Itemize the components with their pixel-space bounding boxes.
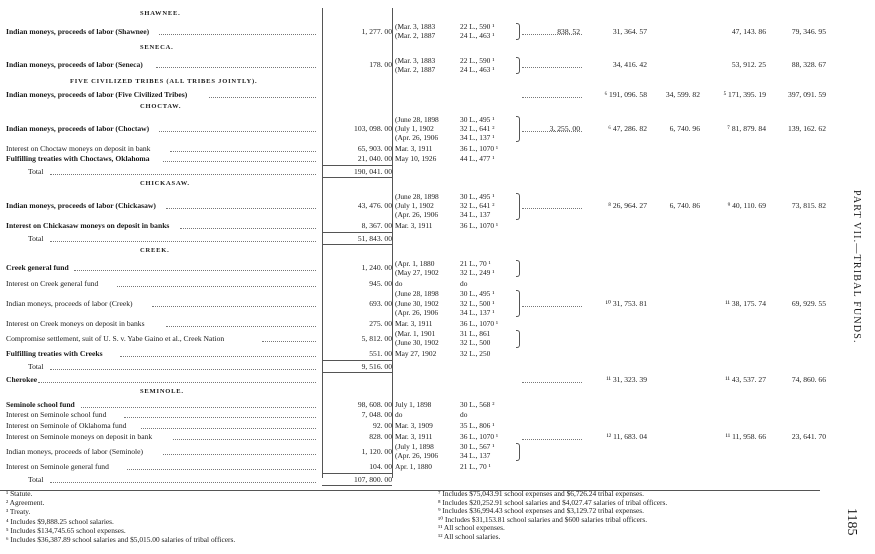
row-description: Indian moneys, proceeds of labor (Chickasaw) — [6, 201, 156, 211]
rule — [322, 473, 392, 474]
act-date: (June 30, 1902 — [395, 298, 439, 308]
act-date: (Mar. 2, 1887 — [395, 65, 436, 75]
appropriation-amount: 104. 00 — [369, 462, 392, 472]
statute-citation: 24 L., 463 ¹ — [460, 31, 495, 41]
brace — [516, 23, 520, 40]
row-description: Interest on Choctaw moneys on deposit in bank — [6, 143, 151, 153]
value-c7: 6, 740. 86 — [669, 201, 700, 211]
value-c9: 74, 860. 66 — [791, 374, 826, 384]
statute-citation: 34 L., 137 — [460, 210, 491, 220]
appropriation-amount: 7, 048. 00 — [361, 410, 392, 420]
leader-dots — [124, 417, 316, 418]
act-date: (Apr. 26, 1906 — [395, 451, 439, 461]
value-c8: 53, 912. 25 — [731, 60, 766, 70]
act-date: (June 28, 1898 — [395, 289, 439, 299]
leader-dots — [522, 34, 582, 35]
table-row — [0, 289, 826, 317]
statute-citation: 30 L., 495 ¹ — [460, 192, 495, 201]
act-date: (Apr. 26, 1906 — [395, 132, 439, 142]
row-description: Indian moneys, proceeds of labor (Choctaw) — [6, 123, 150, 133]
leader-dots — [159, 131, 316, 132]
appropriation-amount: 275. 00 — [369, 318, 392, 328]
rule — [322, 232, 392, 233]
statute-citation: 35 L., 806 ¹ — [460, 420, 495, 430]
footnote: ⁶ Includes $36,387.89 school salaries and $5,015.00 salaries of tribal officers. — [6, 535, 236, 544]
section-heading: SENECA. — [140, 43, 174, 51]
row-description: Interest on Creek moneys on deposit in banks — [6, 318, 145, 328]
leader-dots — [180, 228, 316, 229]
statute-citation: 24 L., 463 ¹ — [460, 65, 495, 75]
value-c9: 73, 815. 82 — [791, 201, 826, 211]
total-amount: 9, 516. 00 — [361, 361, 392, 371]
value-c9: 88, 328. 67 — [791, 60, 826, 70]
leader-dots — [50, 241, 316, 242]
value-c6: ⁶ 47, 286. 82 — [608, 123, 647, 133]
total-amount: 51, 843. 00 — [357, 233, 392, 243]
row-description: Cherokee — [6, 374, 38, 384]
leader-dots — [152, 306, 316, 307]
section-heading: CHOCTAW. — [140, 102, 182, 110]
appropriation-amount: 21, 040. 00 — [357, 154, 392, 164]
statute-citation: 36 L., 1070 ¹ — [460, 318, 499, 328]
leader-dots — [74, 270, 316, 271]
table-row — [0, 421, 820, 430]
row-description: Interest on Seminole general fund — [6, 462, 109, 472]
table-row — [0, 114, 826, 143]
act-date: (Apr. 1, 1880 — [395, 258, 435, 268]
statute-citation: 32 L., 249 ¹ — [460, 267, 495, 277]
brace — [516, 57, 520, 74]
value-c6: 34, 416. 42 — [612, 60, 647, 70]
act-date: (July 1, 1898 — [395, 442, 434, 452]
act-date: (Mar. 2, 1887 — [395, 31, 436, 41]
statute-citation: 32 L., 500 ¹ — [460, 298, 495, 308]
act-date: July 1, 1898 — [395, 399, 432, 409]
brace — [516, 116, 520, 143]
appropriation-amount: 828. 00 — [369, 431, 392, 441]
act-date: (Apr. 26, 1906 — [395, 307, 439, 317]
appropriation-amount: 693. 00 — [369, 298, 392, 308]
act-date: (May 27, 1902 — [395, 267, 439, 277]
statute-citation: 32 L., 641 ² — [460, 201, 495, 211]
value-c6: ¹¹ 31, 323. 39 — [606, 374, 647, 384]
appropriation-amount: 65, 903. 00 — [357, 143, 392, 153]
statute-citation: 21 L., 70 ¹ — [460, 258, 491, 268]
row-description: Interest on Creek general fund — [6, 278, 99, 288]
brace — [516, 330, 520, 347]
total-amount: 190, 041. 00 — [354, 167, 392, 176]
rule — [322, 177, 392, 178]
statute-citation: 22 L., 590 ¹ — [460, 55, 495, 65]
leader-dots — [522, 67, 582, 68]
leader-dots — [81, 407, 316, 408]
appropriation-amount: 98, 608. 00 — [357, 399, 392, 409]
rule — [322, 372, 392, 373]
act-date: May 27, 1902 — [395, 349, 437, 359]
appropriation-amount: 551. 00 — [369, 349, 392, 359]
footnote: ⁴ Includes $9,888.25 school salaries. — [6, 516, 114, 526]
leader-dots — [166, 208, 316, 209]
total-label: Total — [28, 167, 44, 176]
statute-citation: 30 L., 567 ¹ — [460, 442, 495, 452]
row-description: Indian moneys, proceeds of labor (Creek) — [6, 298, 133, 308]
table-row — [0, 329, 820, 347]
table-row — [0, 259, 820, 277]
value-c5: 3, 255. 00 — [549, 123, 580, 133]
value-c6: ¹⁰ 31, 753. 81 — [605, 298, 647, 308]
rule — [322, 165, 392, 166]
page-number: 1185 — [844, 508, 859, 536]
table-row — [0, 192, 826, 220]
value-c9: 79, 346. 95 — [791, 26, 826, 36]
section-heading: CREEK. — [140, 246, 170, 254]
table-row — [0, 221, 820, 230]
act-date: do — [395, 410, 403, 420]
brace — [516, 290, 520, 317]
footnote: ⁹ Includes $36,994.43 school expenses and $3,129.72 tribal expenses. — [438, 506, 644, 516]
table-row — [0, 319, 820, 328]
leader-dots — [522, 97, 582, 98]
appropriation-amount: 103, 098. 00 — [354, 123, 392, 133]
value-c8: 47, 143. 86 — [731, 26, 766, 36]
leader-dots — [156, 67, 316, 68]
table-row — [0, 431, 826, 441]
appropriation-amount: 5, 812. 00 — [361, 333, 392, 343]
statute-citation: 32 L., 500 — [460, 338, 491, 348]
value-c8: ¹¹ 11, 958. 66 — [725, 431, 766, 441]
row-description: Seminole school fund — [6, 399, 75, 409]
rule — [322, 485, 392, 486]
part-title: PART VII.—TRIBAL FUNDS. — [851, 190, 862, 344]
appropriation-amount: 945. 00 — [369, 278, 392, 288]
value-c8: ¹¹ 38, 175. 74 — [725, 298, 766, 308]
table-row — [0, 400, 820, 409]
total-label: Total — [28, 474, 44, 484]
footnote: ⁸ Includes $20,252.91 school salaries and $4,027.47 salaries of tribal officers. — [438, 497, 668, 507]
row-description: Interest on Seminole moneys on deposit in bank — [6, 431, 153, 441]
act-date: (June 28, 1898 — [395, 192, 439, 201]
appropriation-amount: 178. 00 — [369, 60, 392, 70]
leader-dots — [209, 97, 316, 98]
footnote: ⁷ Includes $75,043.91 school expenses and $6,726.24 tribal expenses. — [438, 489, 644, 498]
value-c8: ¹¹ 43, 537. 27 — [725, 374, 766, 384]
leader-dots — [522, 306, 582, 307]
act-date: (Mar. 3, 1883 — [395, 55, 436, 65]
row-description: Indian moneys, proceeds of labor (Seminole) — [6, 446, 144, 456]
statute-citation: 22 L., 590 ¹ — [460, 22, 495, 31]
brace — [516, 193, 520, 220]
value-c6: ¹² 11, 683. 04 — [606, 431, 647, 441]
act-date: Mar. 3, 1911 — [395, 318, 433, 328]
table-row — [0, 55, 826, 75]
value-c6: 31, 364. 57 — [612, 26, 647, 36]
leader-dots — [262, 341, 316, 342]
statute-citation: 31 L., 861 — [460, 329, 491, 339]
table-row — [0, 144, 820, 153]
footnote: ¹¹ All school expenses. — [438, 523, 505, 533]
table-bottom-rule — [0, 490, 820, 491]
appropriation-amount: 8, 367. 00 — [361, 221, 392, 231]
leader-dots — [127, 469, 316, 470]
act-date: (June 30, 1902 — [395, 338, 439, 348]
leader-dots — [173, 439, 316, 440]
leader-dots — [38, 382, 316, 383]
act-date: do — [395, 278, 403, 288]
statute-citation: 30 L., 495 ¹ — [460, 114, 495, 124]
statute-citation: 44 L., 477 ¹ — [460, 154, 495, 164]
row-description: Interest on Seminole school fund — [6, 410, 107, 420]
value-c8: ⁷ 81, 879. 84 — [727, 123, 766, 133]
brace — [516, 443, 520, 460]
total-label: Total — [28, 233, 44, 243]
statute-citation: 36 L., 1070 ¹ — [460, 221, 499, 231]
row-description: Interest on Seminole of Oklahoma fund — [6, 420, 127, 430]
footnote: ² Agreement. — [6, 498, 45, 508]
row-description: Indian moneys, proceeds of labor (Five Civilized Tribes) — [6, 89, 188, 99]
statute-citation: 34 L., 137 ¹ — [460, 307, 495, 317]
value-c6: ⁶ 191, 096. 58 — [604, 89, 647, 99]
row-description: Creek general fund — [6, 263, 69, 273]
value-c9: 397, 091. 59 — [788, 89, 826, 99]
table-row — [0, 462, 820, 471]
statute-citation: do — [460, 278, 468, 288]
footnote: ³ Treaty. — [6, 507, 31, 517]
leader-dots — [117, 286, 317, 287]
table-row — [0, 22, 826, 41]
leader-dots — [522, 131, 582, 132]
act-date: (Apr. 26, 1906 — [395, 210, 439, 220]
value-c8: ⁵ 171, 395. 19 — [723, 89, 766, 99]
section-heading: SHAWNEE. — [140, 10, 181, 17]
total-amount: 107, 800. 00 — [354, 474, 392, 484]
row-description: Indian moneys, proceeds of labor (Shawnee) — [6, 26, 150, 36]
act-date: (July 1, 1902 — [395, 201, 434, 211]
appropriation-amount: 1, 277. 00 — [361, 26, 392, 36]
value-c6: ⁸ 26, 964. 27 — [608, 201, 647, 211]
leader-dots — [166, 326, 316, 327]
footnote: ⁵ Includes $134,745.65 school expenses. — [6, 525, 126, 535]
table-row — [0, 279, 820, 288]
footnote: ¹ Statute. — [6, 489, 33, 498]
section-heading: CHICKASAW. — [140, 180, 190, 187]
footnote: ¹² All school salaries. — [438, 532, 501, 541]
table-row — [0, 442, 820, 460]
leader-dots — [522, 208, 582, 209]
leader-dots — [522, 439, 582, 440]
rule — [322, 244, 392, 245]
leader-dots — [159, 34, 316, 35]
table-row — [0, 410, 820, 419]
leader-dots — [120, 356, 316, 357]
table-row — [0, 374, 826, 384]
value-c7: 34, 599. 82 — [665, 89, 700, 99]
statute-citation: 21 L., 70 ¹ — [460, 462, 491, 472]
act-date: May 10, 1926 — [395, 154, 437, 164]
leader-dots — [163, 161, 316, 162]
value-c9: 139, 162. 62 — [788, 123, 826, 133]
statute-citation: 30 L., 495 ¹ — [460, 289, 495, 299]
total-row — [0, 232, 820, 244]
total-row — [0, 165, 820, 177]
row-description: Interest on Chickasaw moneys on deposit in banks — [6, 221, 170, 231]
statute-citation: 34 L., 137 — [460, 451, 491, 461]
appropriation-amount: 1, 240. 00 — [361, 263, 392, 273]
appropriation-amount: 43, 476. 00 — [357, 201, 392, 211]
row-description: Fulfilling treaties with Choctaws, Oklahoma — [6, 154, 150, 164]
act-date: Mar. 3, 1911 — [395, 431, 433, 441]
section-heading: SEMINOLE. — [140, 387, 184, 395]
act-date: (June 28, 1898 — [395, 114, 439, 124]
statute-citation: do — [460, 410, 468, 420]
statute-citation: 32 L., 250 — [460, 349, 491, 359]
act-date: Mar. 3, 1909 — [395, 420, 433, 430]
statute-citation: 36 L., 1070 ¹ — [460, 143, 499, 153]
table-row — [0, 154, 820, 163]
act-date: Mar. 3, 1911 — [395, 143, 433, 153]
appropriation-amount: 92. 00 — [373, 420, 392, 430]
act-date: (Mar. 3, 1883 — [395, 22, 436, 31]
act-date: Apr. 1, 1880 — [395, 462, 432, 472]
row-description: Compromise settlement, suit of U. S. v. Yabe Gaino et al., Creek Nation — [6, 333, 225, 343]
brace — [516, 260, 520, 277]
value-c9: 23, 641. 70 — [791, 431, 826, 441]
total-row — [0, 473, 820, 485]
statute-citation: 32 L., 641 ² — [460, 123, 495, 133]
act-date: Mar. 3, 1911 — [395, 221, 433, 231]
total-label: Total — [28, 361, 44, 371]
statute-citation: 36 L., 1070 ¹ — [460, 431, 499, 441]
statute-citation: 30 L., 568 ² — [460, 399, 495, 409]
act-date: (July 1, 1902 — [395, 123, 434, 133]
footnote: ¹⁰ Includes $31,153.81 school salaries and $600 salaries tribal officers. — [438, 514, 648, 524]
leader-dots — [170, 151, 316, 152]
statute-citation: 34 L., 137 ¹ — [460, 132, 495, 142]
leader-dots — [163, 454, 316, 455]
section-heading: FIVE CIVILIZED TRIBES (ALL TRIBES JOINTLY). — [70, 77, 258, 85]
table-row — [0, 349, 820, 358]
row-description: Fulfilling treaties with Creeks — [6, 349, 103, 359]
table-row — [0, 89, 826, 99]
leader-dots — [50, 482, 316, 483]
value-c5: 838. 52 — [557, 26, 580, 36]
act-date: (Mar. 1, 1901 — [395, 329, 436, 339]
value-c7: 6, 740. 96 — [669, 123, 700, 133]
value-c8: ⁹ 40, 110. 69 — [727, 201, 766, 211]
leader-dots — [50, 369, 316, 370]
leader-dots — [50, 174, 316, 175]
leader-dots — [522, 382, 582, 383]
row-description: Indian moneys, proceeds of labor (Seneca) — [6, 60, 143, 70]
leader-dots — [141, 428, 316, 429]
rule — [322, 360, 392, 361]
value-c9: 69, 929. 55 — [791, 298, 826, 308]
total-row — [0, 360, 820, 372]
appropriation-amount: 1, 120. 00 — [361, 446, 392, 456]
